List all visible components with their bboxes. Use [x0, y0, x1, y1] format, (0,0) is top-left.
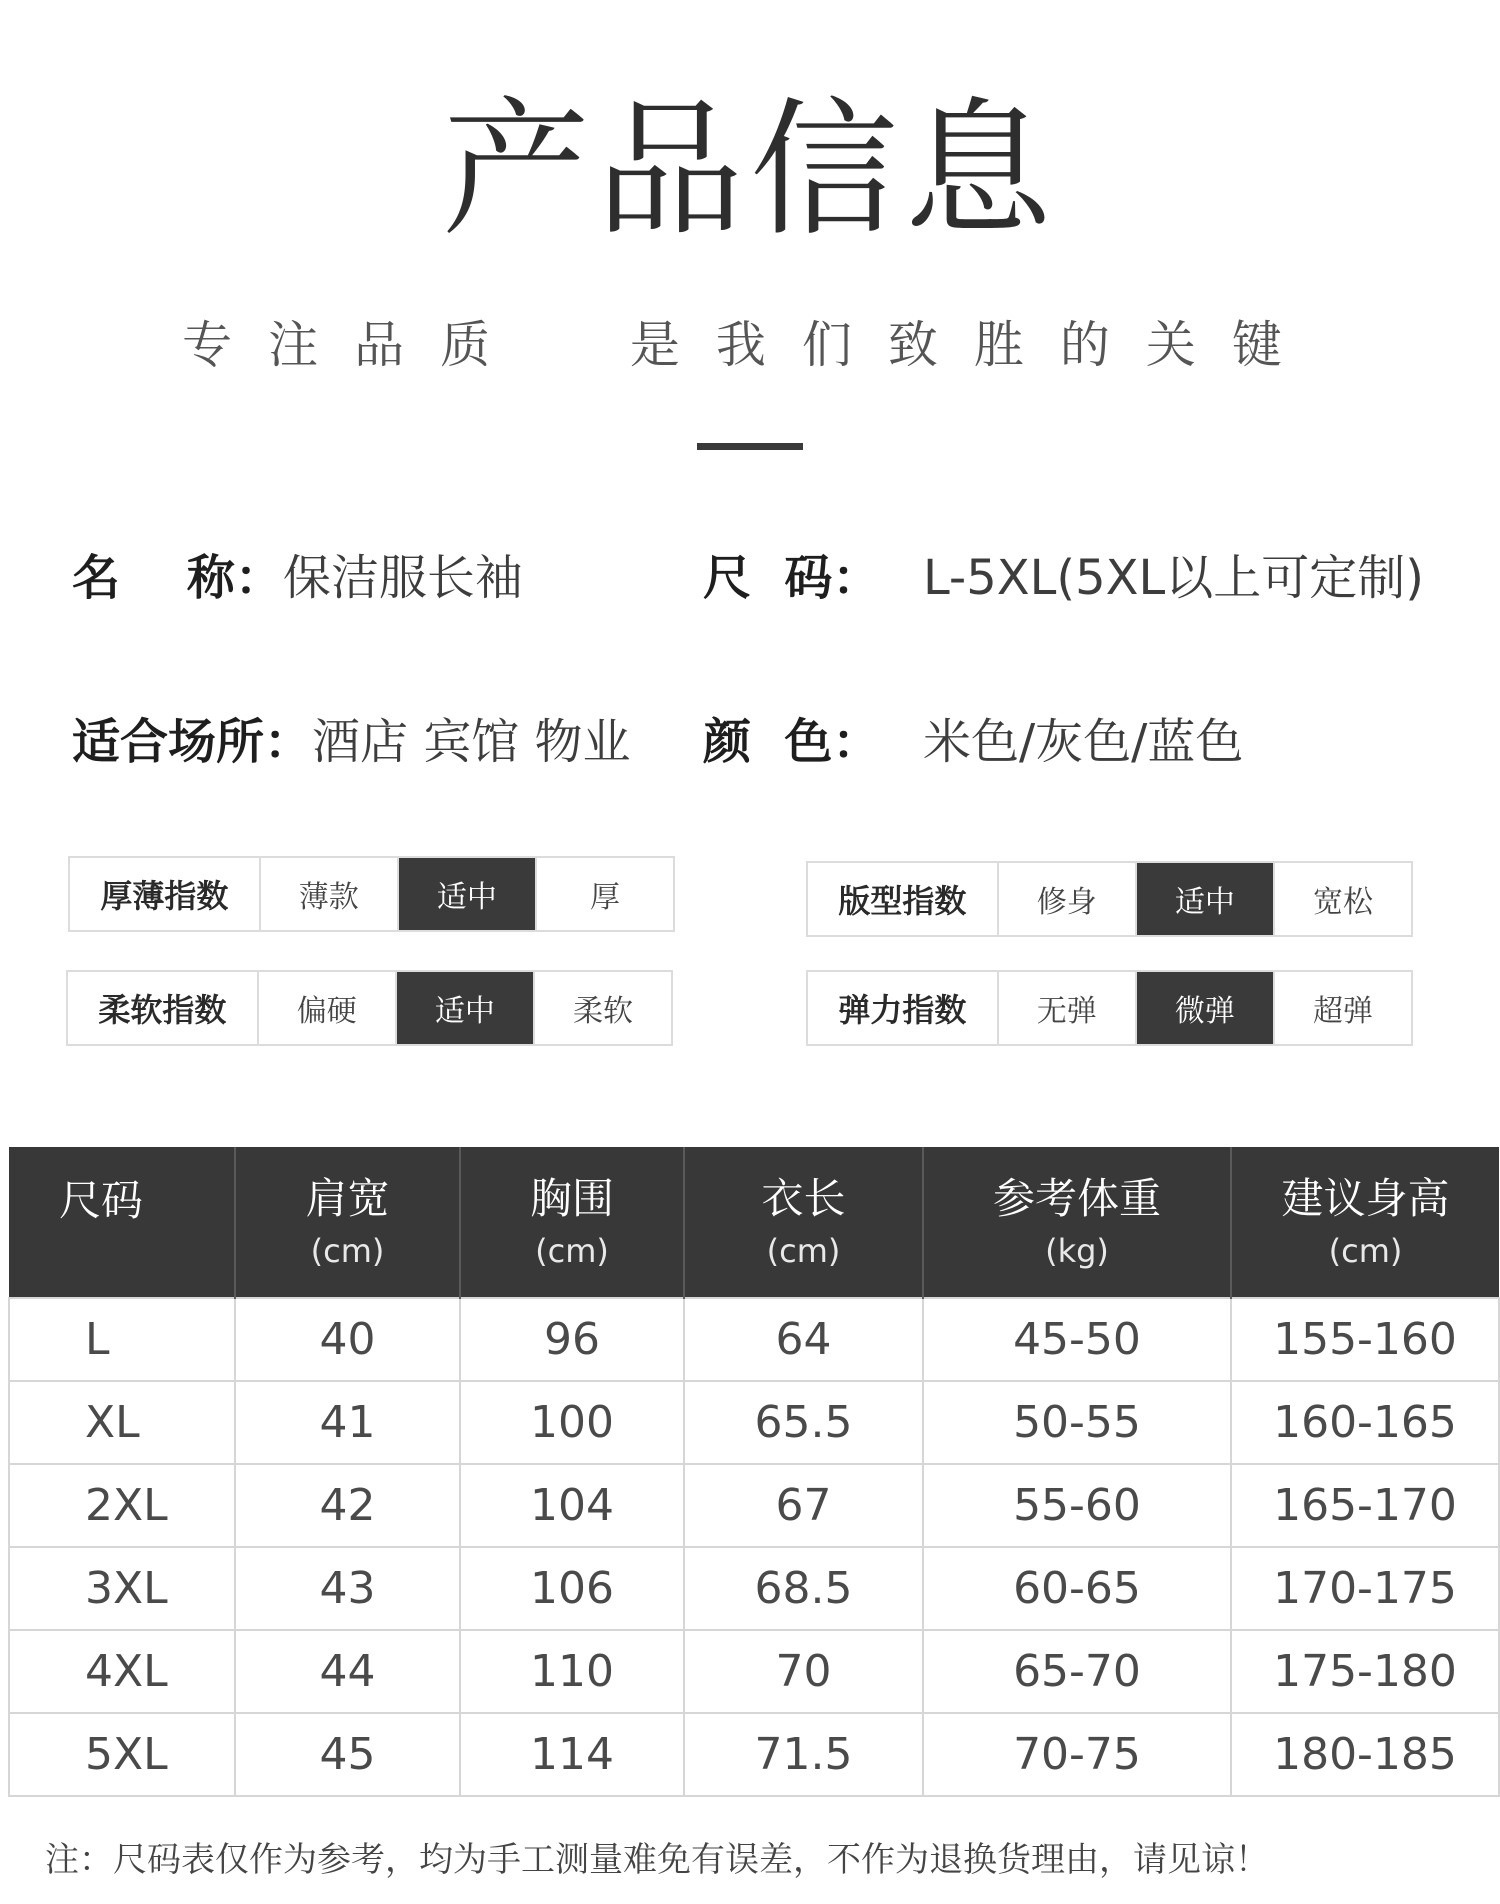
- table-cell: 65-70: [923, 1630, 1231, 1713]
- table-row: [9, 1713, 1499, 1796]
- index-thickness: [68, 856, 675, 932]
- table-cell: 40: [235, 1298, 460, 1381]
- table-row: [9, 1547, 1499, 1630]
- table-cell: XL: [9, 1381, 235, 1464]
- table-header-label: 胸围: [529, 1174, 614, 1223]
- info-size-value: L-5XL(5XL以上可定制): [923, 550, 1425, 606]
- index-fit-option-2: 适中: [1135, 863, 1273, 935]
- table-header-unit: (cm): [310, 1232, 385, 1270]
- table-header-unit: (cm): [535, 1232, 609, 1270]
- index-elasticity-option-3: 超弹: [1273, 972, 1411, 1044]
- table-header-label: 尺码: [59, 1176, 144, 1225]
- index-thickness-label: 厚薄指数: [100, 877, 229, 915]
- index-fit: [806, 861, 1413, 937]
- table-cell: 41: [235, 1381, 460, 1464]
- table-cell: 70: [684, 1630, 923, 1713]
- size-table: [8, 1147, 1500, 1797]
- table-cell: 70-75: [923, 1713, 1231, 1796]
- table-cell: 155-160: [1231, 1298, 1499, 1381]
- table-cell: 55-60: [923, 1464, 1231, 1547]
- table-header-label: 肩宽: [305, 1174, 390, 1223]
- info-place-label: 适合场所：: [72, 714, 313, 770]
- table-cell: 45-50: [923, 1298, 1231, 1381]
- page-subtitle: 专注品质 是我们致胜的关键: [182, 316, 1318, 374]
- table-cell: 68.5: [684, 1547, 923, 1630]
- table-cell: 5XL: [9, 1713, 235, 1796]
- index-elasticity-label: 弹力指数: [838, 991, 967, 1029]
- disclaimer-note: 注：尺码表仅作为参考，均为手工测量难免有误差，不作为退换货理由，请见谅！: [45, 1840, 1269, 1880]
- table-header-unit: (kg): [1045, 1232, 1109, 1270]
- index-fit-option-1: 修身: [997, 863, 1135, 935]
- table-cell: 114: [460, 1713, 684, 1796]
- table-cell: 96: [460, 1298, 684, 1381]
- table-cell: 60-65: [923, 1547, 1231, 1630]
- index-elasticity: [806, 970, 1413, 1046]
- index-elasticity-option-1: 无弹: [997, 972, 1135, 1044]
- table-header-label: 衣长: [761, 1174, 846, 1223]
- table-cell: 160-165: [1231, 1381, 1499, 1464]
- table-cell: 42: [235, 1464, 460, 1547]
- table-cell: 71.5: [684, 1713, 923, 1796]
- table-header: [684, 1147, 923, 1298]
- table-header-label: 建议身高: [1281, 1174, 1450, 1223]
- table-cell: 4XL: [9, 1630, 235, 1713]
- index-fit-label: 版型指数: [838, 882, 967, 920]
- table-row: [9, 1381, 1499, 1464]
- table-header: [1231, 1147, 1499, 1298]
- table-cell: 45: [235, 1713, 460, 1796]
- info-color-value: 米色/灰色/蓝色: [923, 714, 1244, 770]
- info-place-value: 酒店 宾馆 物业: [312, 714, 631, 770]
- info-name-label: 名 称：: [72, 550, 283, 606]
- index-thickness-option-2: 适中: [397, 858, 535, 930]
- table-cell: 65.5: [684, 1381, 923, 1464]
- table-cell: 180-185: [1231, 1713, 1499, 1796]
- index-softness-option-1: 偏硬: [257, 972, 395, 1044]
- title-divider: [697, 443, 803, 450]
- table-row: [9, 1464, 1499, 1547]
- info-size: [703, 548, 1424, 608]
- table-header-unit: (cm): [766, 1232, 841, 1270]
- index-softness-option-3: 柔软: [533, 972, 671, 1044]
- table-cell: 170-175: [1231, 1547, 1499, 1630]
- info-color-label: 颜 色：: [703, 714, 881, 770]
- table-cell: 50-55: [923, 1381, 1231, 1464]
- table-cell: 64: [684, 1298, 923, 1381]
- table-cell: 165-170: [1231, 1464, 1499, 1547]
- index-softness-option-2: 适中: [395, 972, 533, 1044]
- table-header: [923, 1147, 1231, 1298]
- table-header-label: 参考体重: [992, 1174, 1161, 1223]
- table-row: [9, 1298, 1499, 1381]
- table-cell: 2XL: [9, 1464, 235, 1547]
- index-thickness-option-3: 厚: [535, 858, 673, 930]
- index-thickness-option-1: 薄款: [259, 858, 397, 930]
- index-fit-option-3: 宽松: [1273, 863, 1411, 935]
- index-elasticity-option-2: 微弹: [1135, 972, 1273, 1044]
- table-header: [235, 1147, 460, 1298]
- table-row: [9, 1630, 1499, 1713]
- table-cell: 104: [460, 1464, 684, 1547]
- info-name: [72, 548, 523, 608]
- table-header-unit: (cm): [1328, 1232, 1403, 1270]
- index-softness-label: 柔软指数: [98, 991, 227, 1029]
- table-cell: L: [9, 1298, 235, 1381]
- table-cell: 67: [684, 1464, 923, 1547]
- info-place: [72, 712, 631, 772]
- table-cell: 100: [460, 1381, 684, 1464]
- table-header: [460, 1147, 684, 1298]
- table-cell: 44: [235, 1630, 460, 1713]
- table-cell: 106: [460, 1547, 684, 1630]
- table-cell: 43: [235, 1547, 460, 1630]
- table-header-row: [9, 1147, 1499, 1298]
- table-cell: 175-180: [1231, 1630, 1499, 1713]
- info-color: [703, 712, 1243, 772]
- page-title: 产品信息: [442, 84, 1058, 256]
- info-size-label: 尺 码：: [703, 550, 881, 606]
- index-softness: [66, 970, 673, 1046]
- table-header: [9, 1147, 235, 1298]
- table-cell: 110: [460, 1630, 684, 1713]
- info-name-value: 保洁服长袖: [282, 550, 523, 606]
- table-cell: 3XL: [9, 1547, 235, 1630]
